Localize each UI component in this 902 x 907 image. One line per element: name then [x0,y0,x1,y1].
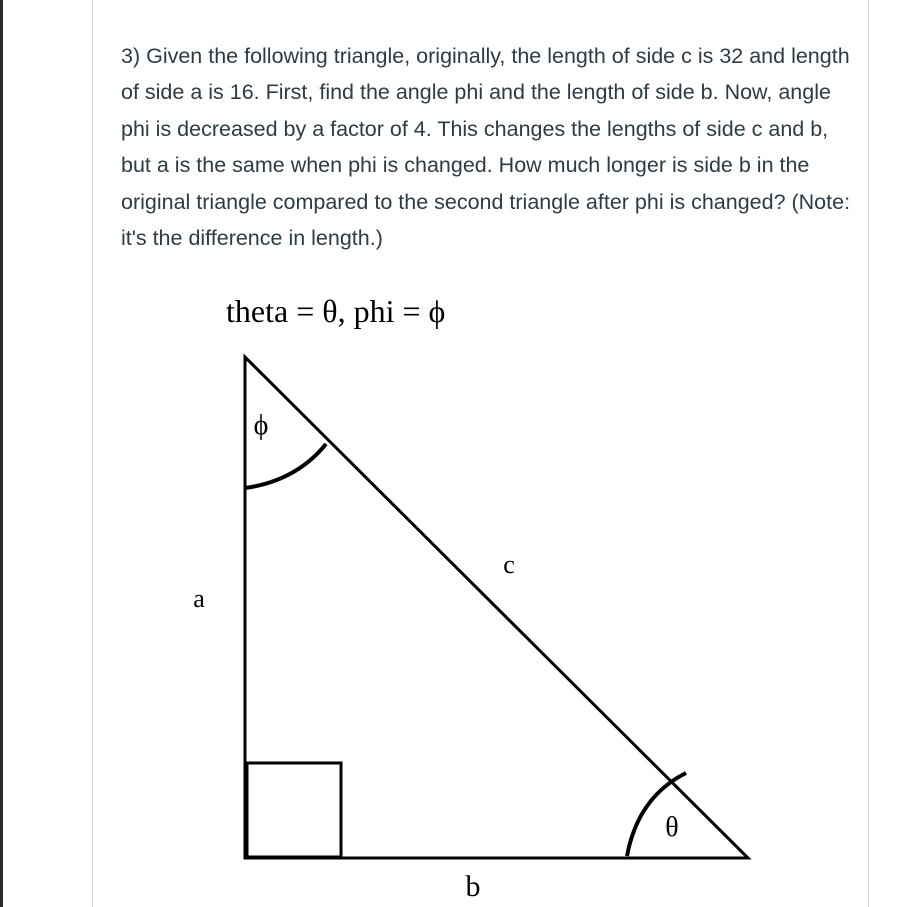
side-a-label: a [193,584,205,613]
phi-label: ϕ [253,410,269,441]
figure-caption: theta = θ, phi = ϕ [226,293,446,329]
side-c-label: c [503,550,515,579]
phi-angle-arc [245,444,326,488]
side-b-label: b [465,870,481,903]
theta-label: θ [665,812,679,843]
right-angle-marker [247,763,341,857]
question-text: 3) Given the following triangle, originally, the length of side c is 32 and length of side a is 16. First, find the angle phi and the length of side b. Now, angle phi is decreased by a factor of 4. This changes the lengths of side c and b, but a is the same when phi is changed. How much longer is side b in the original triangle compared to the second triangle after phi is changed? (Note: it's the difference in length.) [121,44,851,251]
